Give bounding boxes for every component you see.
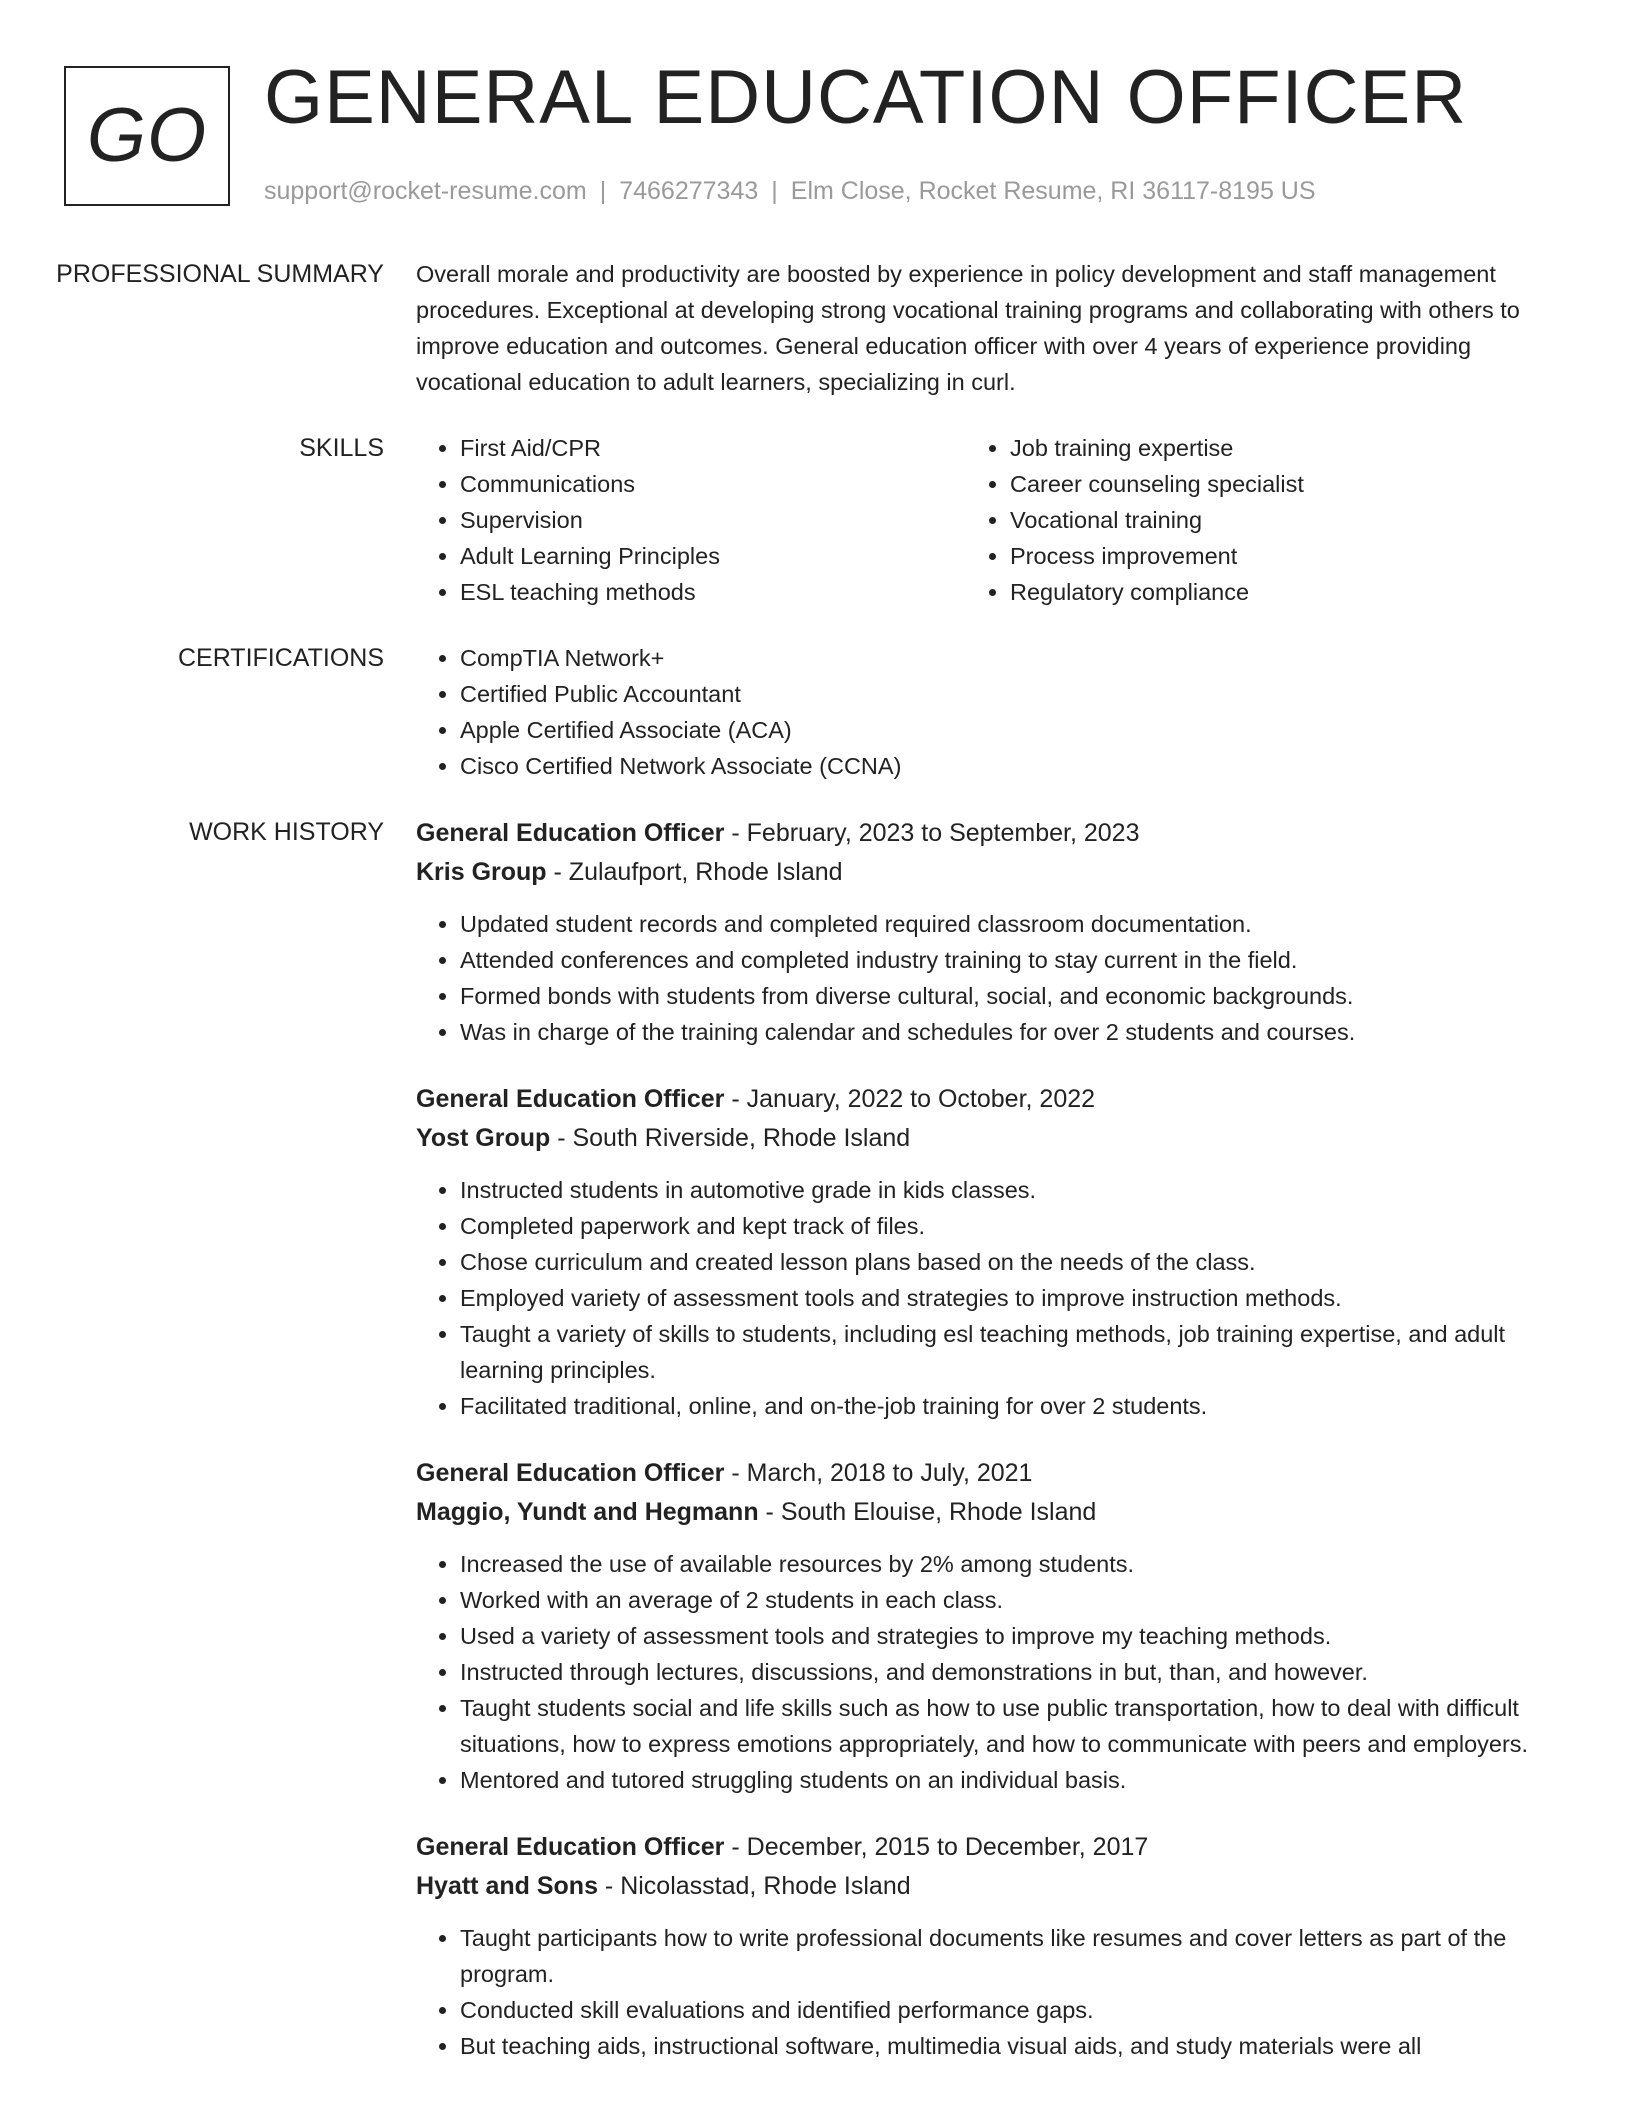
job-bullet: • Taught students social and life skills such as how to use public transportation, how to deal with difficult situations, how to express emotions appropriately, and how to communicate with peers and employers. [460, 1690, 1546, 1762]
job-title-line [416, 814, 1546, 853]
job-title: General Education Officer [416, 1459, 725, 1487]
skill-item: • ESL teaching methods [460, 574, 966, 610]
skill-item: • Job training expertise [1010, 430, 1516, 466]
job-title: General Education Officer [416, 1833, 725, 1861]
certifications-list [416, 640, 1546, 784]
job-bullet: • Facilitated traditional, online, and on-the-job training for over 2 students. [460, 1388, 1546, 1424]
skill-item: • Regulatory compliance [1010, 574, 1516, 610]
job-bullet: • Taught a variety of skills to students, including esl teaching methods, job training expertise, and adult learning principles. [460, 1316, 1546, 1388]
job-bullet: • Instructed students in automotive grade in kids classes. [460, 1172, 1546, 1208]
job-entry [416, 1828, 1546, 2064]
job-bullets [416, 1920, 1546, 2064]
summary-text: Overall morale and productivity are boosted by experience in policy development and staff management procedures. Exceptional at developing strong vocational training programs and collaborating with others to improve education and outcomes. General education officer with over 4 years of experience providing vocational education to adult learners, specializing in curl. [416, 261, 1520, 395]
contact-separator: | [771, 177, 778, 205]
skill-item: • Communications [460, 466, 966, 502]
job-company: Kris Group [416, 858, 547, 886]
job-company-line [416, 1867, 1546, 1906]
job-dates: - March, 2018 to July, 2021 [724, 1459, 1033, 1487]
summary-section [0, 256, 1632, 400]
certification-item: • CompTIA Network+ [460, 640, 1546, 676]
job-bullet: • Was in charge of the training calendar and schedules for over 2 students and courses. [460, 1014, 1546, 1050]
monogram-box [64, 66, 230, 206]
certification-item: • Apple Certified Associate (ACA) [460, 712, 1546, 748]
job-bullet: • Chose curriculum and created lesson plans based on the needs of the class. [460, 1244, 1546, 1280]
skill-item: • Adult Learning Principles [460, 538, 966, 574]
job-bullet: • Taught participants how to write professional documents like resumes and cover letters as part of the program. [460, 1920, 1546, 1992]
skills-list-left [416, 430, 966, 610]
job-location: - South Riverside, Rhode Island [550, 1124, 911, 1152]
skill-item: • Process improvement [1010, 538, 1516, 574]
certifications-section [0, 640, 1632, 784]
contact-phone: 7466277343 [619, 177, 759, 205]
job-location: - Nicolasstad, Rhode Island [597, 1872, 911, 1900]
job-bullet: • Attended conferences and completed industry training to stay current in the field. [460, 942, 1546, 978]
skill-item: • Career counseling specialist [1010, 466, 1516, 502]
job-bullet: • Conducted skill evaluations and identified performance gaps. [460, 1992, 1546, 2028]
job-company: Yost Group [416, 1124, 551, 1152]
certifications-heading: CERTIFICATIONS [177, 644, 384, 672]
job-bullet: • But teaching aids, instructional software, multimedia visual aids, and study materials were all [460, 2028, 1546, 2064]
certification-item: • Certified Public Accountant [460, 676, 1546, 712]
job-bullets [416, 1546, 1546, 1798]
certifications-body [416, 640, 1546, 784]
skills-section [0, 430, 1632, 610]
job-bullets [416, 906, 1546, 1050]
skill-item: • First Aid/CPR [460, 430, 966, 466]
contact-email: support@rocket-resume.com [264, 177, 587, 205]
job-company-line [416, 853, 1546, 892]
job-bullet: • Increased the use of available resources by 2% among students. [460, 1546, 1546, 1582]
job-bullet: • Instructed through lectures, discussions, and demonstrations in but, than, and however. [460, 1654, 1546, 1690]
job-company: Hyatt and Sons [416, 1872, 598, 1900]
job-title-line [416, 1080, 1546, 1119]
job-title-line [416, 1828, 1546, 1867]
work-history-section [0, 814, 1632, 2094]
skills-body [416, 430, 1546, 610]
monogram-initials: GO [86, 93, 208, 178]
skill-item: • Supervision [460, 502, 966, 538]
job-dates: - January, 2022 to October, 2022 [724, 1085, 1096, 1113]
job-bullet: • Completed paperwork and kept track of files. [460, 1208, 1546, 1244]
job-company: Maggio, Yundt and Hegmann [416, 1498, 759, 1526]
contact-address: Elm Close, Rocket Resume, RI 36117-8195 US [790, 177, 1316, 205]
skills-list-right [966, 430, 1516, 610]
job-bullet: • Employed variety of assessment tools and strategies to improve instruction methods. [460, 1280, 1546, 1316]
job-location: - South Elouise, Rhode Island [758, 1498, 1097, 1526]
skills-heading: SKILLS [299, 434, 384, 462]
job-entry [416, 1454, 1546, 1798]
skill-item: • Vocational training [1010, 502, 1516, 538]
job-dates: - February, 2023 to September, 2023 [724, 819, 1140, 847]
job-bullets [416, 1172, 1546, 1424]
job-bullet: • Used a variety of assessment tools and strategies to improve my teaching methods. [460, 1618, 1546, 1654]
resume-content [0, 256, 1632, 2124]
certification-item: • Cisco Certified Network Associate (CCNA) [460, 748, 1546, 784]
work-history-body [416, 814, 1546, 2094]
job-location: - Zulaufport, Rhode Island [546, 858, 843, 886]
contact-line [264, 174, 1316, 208]
job-bullet: • Worked with an average of 2 students in each class. [460, 1582, 1546, 1618]
job-entry [416, 814, 1546, 1050]
job-entry [416, 1080, 1546, 1424]
job-title-line [416, 1454, 1546, 1493]
job-bullet: • Mentored and tutored struggling students on an individual basis. [460, 1762, 1546, 1798]
job-bullet: • Formed bonds with students from diverse cultural, social, and economic backgrounds. [460, 978, 1546, 1014]
work-history-heading: WORK HISTORY [189, 818, 384, 846]
job-title: General Education Officer [416, 819, 725, 847]
summary-body [416, 256, 1546, 400]
job-dates: - December, 2015 to December, 2017 [724, 1833, 1149, 1861]
job-company-line [416, 1119, 1546, 1158]
job-bullet: • Updated student records and completed required classroom documentation. [460, 906, 1546, 942]
job-company-line [416, 1493, 1546, 1532]
resume-title: GENERAL EDUCATION OFFICER [264, 55, 1468, 140]
job-title: General Education Officer [416, 1085, 725, 1113]
contact-separator: | [599, 177, 607, 205]
summary-heading: PROFESSIONAL SUMMARY [56, 260, 384, 288]
